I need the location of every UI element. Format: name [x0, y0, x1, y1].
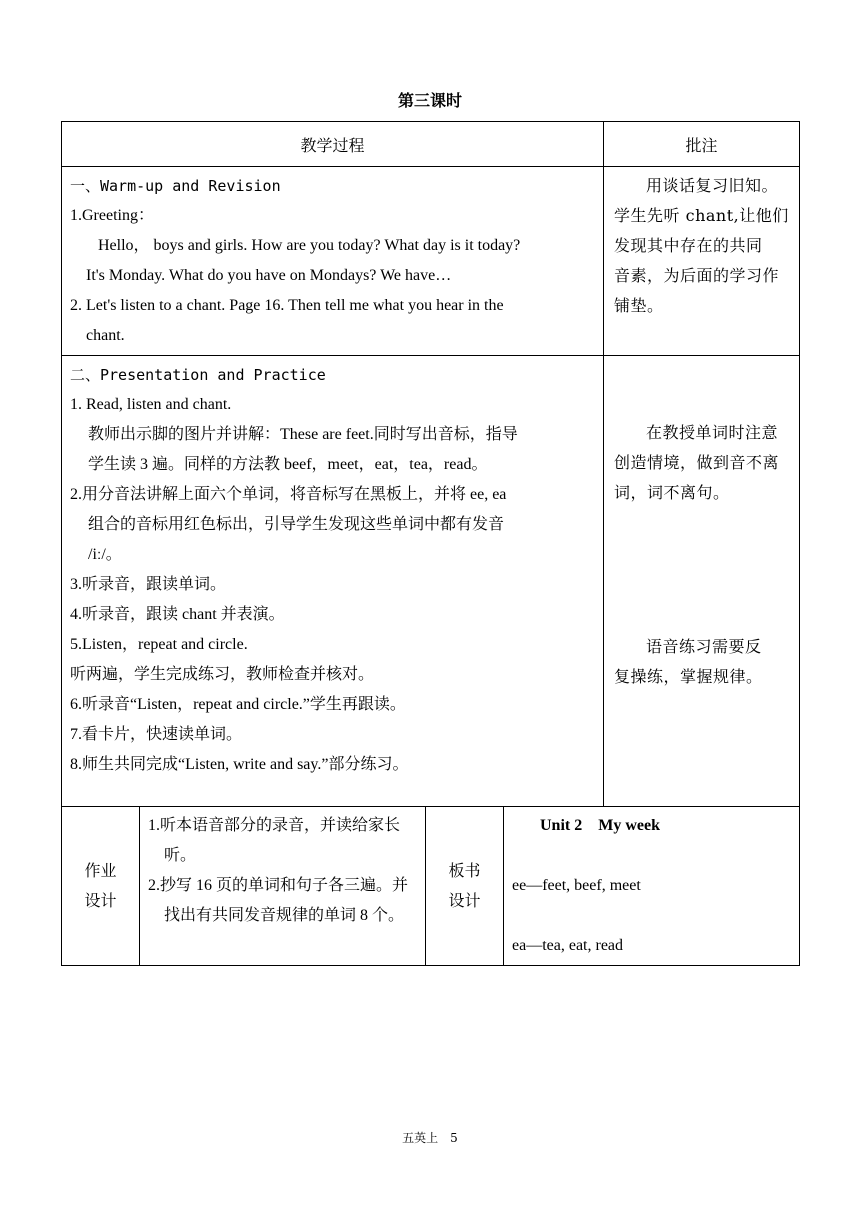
section1-line: It's Monday. What do you have on Mondays? We have… [86, 267, 452, 284]
note-header: 批注 [604, 122, 800, 167]
section2-line: 4.听录音，跟读 chant 并表演。 [70, 606, 285, 623]
board-row: ea—tea, eat, read [512, 937, 624, 954]
process-header: 教学过程 [62, 122, 604, 167]
note-line: 创造情境，做到音不离 [614, 453, 780, 472]
section1-row [62, 167, 800, 356]
section2-line: 教师出示脚的图片并讲解：These are feet.同时写出音标，指导 [88, 426, 518, 443]
board-label-line: 板书 [448, 861, 481, 880]
section1-content [62, 167, 604, 356]
section2-line: 6.听录音“Listen，repeat and circle.”学生再跟读。 [70, 696, 406, 713]
lesson-table [61, 121, 800, 966]
note-line: 在教授单词时注意 [646, 423, 779, 442]
section2-line: 7.看卡片，快速读单词。 [70, 726, 243, 743]
section2-line: 5.Listen，repeat and circle. [70, 636, 248, 653]
section1-heading: 一、Warm-up and Revision [70, 177, 281, 195]
homework-item: 1.听本语音部分的录音，并读给家长听。 [148, 817, 401, 864]
note-line: 发现其中存在的共同 [614, 236, 763, 255]
board-title: Unit 2 My week [540, 817, 660, 834]
note-line: 音素，为后面的学习作 [614, 266, 780, 285]
homework-label-line: 作业 [84, 861, 117, 880]
table-header-row [62, 122, 800, 167]
section1-line: 2. Let's listen to a chant. Page 16. Then tell me what you hear in the [70, 297, 504, 314]
note-line: 复操练，掌握规律。 [614, 667, 763, 686]
homework-item: 2.抄写 16 页的单词和句子各三遍。并找出有共同发音规律的单词 8 个。 [148, 877, 409, 924]
section2-line: 8.师生共同完成“Listen, write and say.”部分练习。 [70, 756, 409, 773]
page-footer: 五英上 5 [402, 1131, 458, 1145]
section2-content [62, 356, 604, 807]
note-line: 用谈话复习旧知。 [646, 176, 779, 195]
section1-line: chant. [86, 327, 125, 344]
note-line: 学生先听 chant,让他们 [614, 206, 789, 225]
section1-line: 1.Greeting： [70, 207, 154, 224]
section2-heading: 二、Presentation and Practice [70, 366, 326, 384]
section2-note [604, 356, 800, 807]
note-line: 词，词不离句。 [614, 483, 730, 502]
section1-line: Hello， boys and girls. How are you today? What day is it today? [98, 237, 521, 254]
homework-content [140, 807, 426, 966]
section2-line: 学生读 3 遍。同样的方法教 beef，meet，eat，tea，read。 [88, 456, 488, 473]
board-content [504, 807, 800, 966]
board-label-line: 设计 [448, 891, 481, 910]
homework-label [62, 807, 140, 966]
section2-line: 3.听录音，跟读单词。 [70, 576, 227, 593]
page-title: 第三课时 [397, 91, 462, 110]
note-line: 铺垫。 [614, 296, 664, 315]
board-row: ee—feet, beef, meet [512, 877, 641, 894]
design-row [62, 807, 800, 966]
section2-line: 2.用分音法讲解上面六个单词，将音标写在黑板上，并将 ee, ea [70, 486, 507, 503]
section2-line: 听两遍，学生完成练习，教师检查并核对。 [70, 666, 375, 683]
section2-row [62, 356, 800, 807]
note-line: 语音练习需要反 [646, 637, 762, 656]
section2-line: 组合的音标用红色标出，引导学生发现这些单词中都有发音 [88, 516, 505, 533]
section1-note [604, 167, 800, 356]
homework-label-line: 设计 [84, 891, 117, 910]
board-label [426, 807, 504, 966]
section2-line: /iː/。 [88, 546, 122, 563]
section2-line: 1. Read, listen and chant. [70, 396, 232, 413]
